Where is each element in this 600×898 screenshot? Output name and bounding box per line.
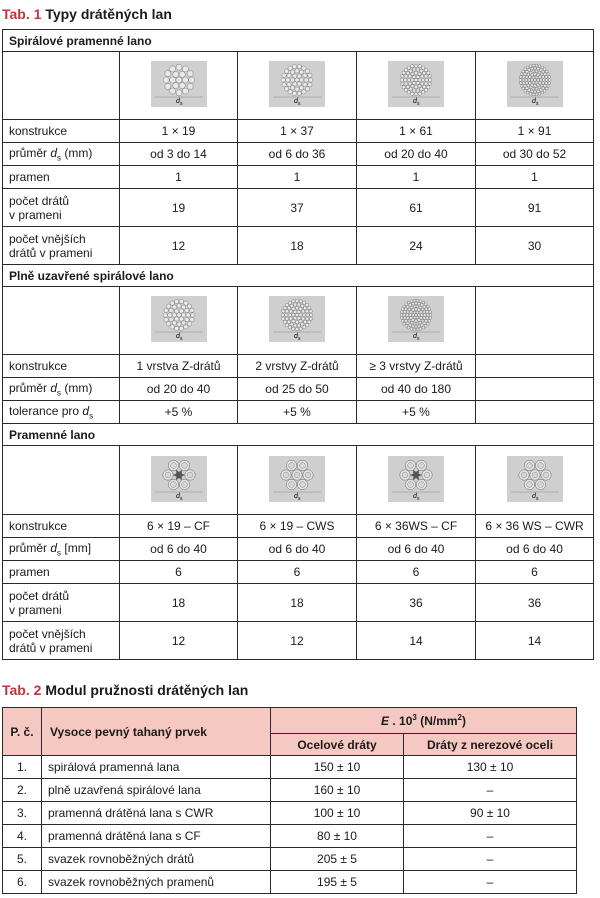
header-steel: Ocelové dráty — [271, 734, 404, 756]
row-label: konstrukce — [3, 515, 120, 538]
row-value: 1 × 61 — [357, 120, 476, 143]
cell-name: svazek rovnoběžných pramenů — [42, 871, 271, 894]
rope-cross-section-icon — [388, 296, 444, 342]
image-diameter-sub: s — [179, 336, 182, 342]
row-label: pramen — [3, 561, 120, 584]
row-value — [476, 378, 594, 401]
row-value: 30 — [476, 227, 594, 265]
table-row — [3, 802, 577, 825]
rope-cross-section-icon — [507, 61, 563, 107]
tab2-title — [2, 682, 248, 698]
row-label: počet drátů v prameni — [3, 584, 120, 622]
image-diameter-label: d — [413, 492, 417, 500]
image-diameter-label: d — [294, 333, 298, 340]
row-value: od 30 do 52 — [476, 143, 594, 166]
rope-image-cell — [238, 446, 357, 515]
cell-stainless: – — [404, 825, 577, 848]
row-value: od 6 do 40 — [357, 538, 476, 561]
rope-image-cell — [120, 287, 238, 355]
tab1-number: Tab. 1 — [2, 6, 42, 22]
image-diameter-sub: s — [298, 495, 301, 502]
row-value: 1 vrstva Z-drátů — [120, 355, 238, 378]
cell-name: svazek rovnoběžných drátů — [42, 848, 271, 871]
rope-image-cell — [476, 446, 594, 515]
image-diameter-sub: s — [417, 495, 420, 502]
row-value: 6 — [238, 561, 357, 584]
row-value: 6 — [120, 561, 238, 584]
header-stainless: Dráty z nerezové oceli — [404, 734, 577, 756]
row-label: průměr $d_s$ (mm) — [3, 143, 120, 166]
image-row-label — [3, 52, 120, 120]
row-value: 1 — [357, 166, 476, 189]
image-row-label — [3, 287, 120, 355]
tab1-title — [2, 6, 172, 22]
row-value: 18 — [238, 584, 357, 622]
row-value: 6 × 36WS – CF — [357, 515, 476, 538]
cell-name: pramenná drátěná lana s CF — [42, 825, 271, 848]
row-value: 6 — [476, 561, 594, 584]
image-diameter-sub: s — [298, 101, 301, 107]
row-label: konstrukce — [3, 355, 120, 378]
cell-steel: 150 ± 10 — [271, 756, 404, 779]
rope-image-cell — [357, 52, 476, 120]
rope-cross-section-icon — [388, 61, 444, 107]
row-value: od 40 do 180 — [357, 378, 476, 401]
row-value: 24 — [357, 227, 476, 265]
row-value: 1 — [120, 166, 238, 189]
cell-steel: 80 ± 10 — [271, 825, 404, 848]
image-diameter-label: d — [294, 492, 298, 500]
row-value: 1 × 91 — [476, 120, 594, 143]
image-diameter-label: d — [175, 98, 180, 105]
row-value: 6 × 19 – CF — [120, 515, 238, 538]
row-value: 14 — [476, 622, 594, 660]
row-value: od 20 do 40 — [357, 143, 476, 166]
image-diameter-sub: s — [535, 495, 539, 502]
rope-image-cell — [238, 287, 357, 355]
section-heading: Spirálové pramenné lano — [3, 30, 594, 52]
rope-image-cell — [476, 52, 594, 120]
image-diameter-label: d — [175, 333, 180, 340]
cell-n: 2. — [3, 779, 42, 802]
row-value: 12 — [238, 622, 357, 660]
rope-types-table — [2, 29, 594, 660]
row-label: počet vnějších drátů v prameni — [3, 227, 120, 265]
rope-image-cell — [120, 446, 238, 515]
row-value: +5 % — [120, 401, 238, 424]
row-value: 36 — [357, 584, 476, 622]
cell-stainless: – — [404, 779, 577, 802]
tab2-number: Tab. 2 — [2, 682, 42, 698]
row-label: konstrukce — [3, 120, 120, 143]
image-diameter-sub: s — [179, 495, 182, 502]
cell-steel: 160 ± 10 — [271, 779, 404, 802]
rope-cross-section-icon — [151, 456, 207, 502]
row-value: od 20 do 40 — [120, 378, 238, 401]
row-value: 37 — [238, 189, 357, 227]
row-value: ≥ 3 vrstvy Z-drátů — [357, 355, 476, 378]
rope-cross-section-icon — [269, 296, 325, 342]
image-diameter-sub: s — [535, 101, 539, 107]
cell-stainless: – — [404, 871, 577, 894]
row-value: 6 — [357, 561, 476, 584]
rope-image-cell — [357, 287, 476, 355]
row-value: 18 — [238, 227, 357, 265]
row-label: průměr $d_s$ (mm) — [3, 378, 120, 401]
cell-name: plně uzavřená spirálové lana — [42, 779, 271, 802]
row-value: 2 vrstvy Z-drátů — [238, 355, 357, 378]
row-value: 12 — [120, 227, 238, 265]
elasticity-modulus-table — [2, 707, 577, 894]
row-value: 1 — [238, 166, 357, 189]
row-label: pramen — [3, 166, 120, 189]
row-value — [476, 355, 594, 378]
row-value: 18 — [120, 584, 238, 622]
cell-n: 5. — [3, 848, 42, 871]
row-value: +5 % — [357, 401, 476, 424]
row-value: 36 — [476, 584, 594, 622]
cell-name: pramenná drátěná lana s CWR — [42, 802, 271, 825]
rope-image-cell — [120, 52, 238, 120]
row-label: počet drátů v prameni — [3, 189, 120, 227]
rope-image-cell — [476, 287, 594, 355]
cell-steel: 195 ± 5 — [271, 871, 404, 894]
row-value: 1 × 37 — [238, 120, 357, 143]
image-diameter-label: d — [413, 333, 417, 340]
cell-n: 3. — [3, 802, 42, 825]
rope-cross-section-icon — [151, 296, 207, 342]
cell-n: 1. — [3, 756, 42, 779]
row-value: 6 × 19 – CWS — [238, 515, 357, 538]
table-row — [3, 825, 577, 848]
row-value: 1 × 19 — [120, 120, 238, 143]
row-label: počet vnějších drátů v prameni — [3, 622, 120, 660]
image-diameter-sub: s — [179, 101, 182, 107]
row-label: tolerance pro $d_s$ — [3, 401, 120, 424]
row-value: 61 — [357, 189, 476, 227]
cell-n: 6. — [3, 871, 42, 894]
row-value: 12 — [120, 622, 238, 660]
row-value: 14 — [357, 622, 476, 660]
rope-image-cell — [238, 52, 357, 120]
section-heading: Plně uzavřené spirálové lano — [3, 265, 594, 287]
image-diameter-label: d — [413, 98, 417, 105]
rope-image-cell — [357, 446, 476, 515]
cell-name: spirálová pramenná lana — [42, 756, 271, 779]
row-value: 91 — [476, 189, 594, 227]
row-value: 19 — [120, 189, 238, 227]
row-value: od 6 do 36 — [238, 143, 357, 166]
tab2-title-text: Modul pružnosti drátěných lan — [45, 682, 249, 698]
header-element: Vysoce pevný tahaný prvek — [42, 708, 271, 756]
rope-cross-section-icon — [269, 61, 325, 107]
row-value: od 25 do 50 — [238, 378, 357, 401]
row-value: 6 × 36 WS – CWR — [476, 515, 594, 538]
rope-cross-section-icon — [388, 456, 444, 502]
table-row — [3, 871, 577, 894]
row-value: od 6 do 40 — [238, 538, 357, 561]
cell-stainless: – — [404, 848, 577, 871]
cell-n: 4. — [3, 825, 42, 848]
cell-steel: 100 ± 10 — [271, 802, 404, 825]
image-diameter-label: d — [294, 98, 298, 105]
table-row — [3, 779, 577, 802]
rope-cross-section-icon — [151, 61, 207, 107]
row-value: +5 % — [238, 401, 357, 424]
row-value: od 3 do 14 — [120, 143, 238, 166]
row-value — [476, 401, 594, 424]
tab1-title-text: Typy drátěných lan — [45, 6, 172, 22]
cell-steel: 205 ± 5 — [271, 848, 404, 871]
header-modulus: E . $10^3$ $(N/mm^2)$ — [271, 708, 577, 734]
row-value: od 6 do 40 — [120, 538, 238, 561]
image-diameter-label: d — [531, 98, 536, 105]
row-label: průměr $d_s$ [mm] — [3, 538, 120, 561]
rope-cross-section-icon — [507, 456, 563, 502]
header-pc: P. č. — [3, 708, 42, 756]
cell-stainless: 130 ± 10 — [404, 756, 577, 779]
row-value: od 6 do 40 — [476, 538, 594, 561]
cell-stainless: 90 ± 10 — [404, 802, 577, 825]
table-row — [3, 848, 577, 871]
image-diameter-sub: s — [417, 101, 420, 107]
image-diameter-label: d — [531, 492, 536, 500]
rope-cross-section-icon — [269, 456, 325, 502]
section-heading: Pramenné lano — [3, 424, 594, 446]
image-diameter-sub: s — [417, 336, 420, 342]
image-diameter-label: d — [175, 492, 180, 500]
image-row-label — [3, 446, 120, 515]
table-row — [3, 756, 577, 779]
image-diameter-sub: s — [298, 336, 301, 342]
row-value: 1 — [476, 166, 594, 189]
